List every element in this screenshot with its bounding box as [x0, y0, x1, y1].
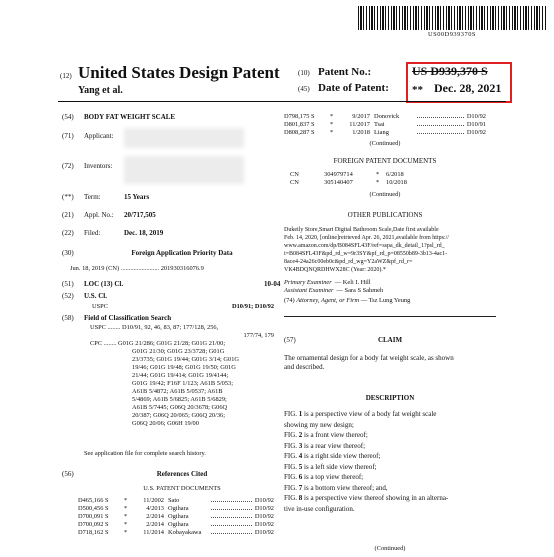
- search-history-note: See application file for complete search history.: [84, 450, 206, 457]
- ref-number: D700,092 S: [78, 521, 109, 528]
- claim-top-divider: [284, 316, 496, 317]
- field-code-71: (71): [62, 132, 74, 140]
- us-cl-label: U.S. Cl.: [84, 292, 107, 300]
- loc-value: 10-04: [264, 280, 281, 288]
- description-text: is a right side view thereof;: [302, 452, 381, 460]
- ref-date: 1/2018: [352, 129, 370, 136]
- uspc-label: USPC: [92, 303, 108, 310]
- ref-mark: *: [330, 113, 334, 120]
- search-field-line: 23/3735; G01G 19/44; G01G 3/14; G01G: [132, 356, 240, 363]
- search-field-line: USPC ........ D10/91, 92, 46, 83, 87; 177/128, 256,: [90, 324, 219, 331]
- figure-number: 7: [298, 483, 303, 492]
- search-field-lines: [90, 324, 274, 428]
- ref-class: D10/92: [254, 505, 274, 512]
- other-publications-text: [284, 226, 494, 274]
- description-text: is a front view thereof;: [302, 431, 368, 439]
- field-code-30: (30): [62, 249, 74, 257]
- description-text: is a perspective view thereof showing in an alterna-: [302, 494, 449, 502]
- ref-mark: *: [124, 521, 128, 528]
- ref-number: D718,162 S: [78, 529, 109, 536]
- table-row: [78, 497, 274, 505]
- ref-date: 11/2014: [143, 529, 164, 536]
- field-code-58: (58): [62, 314, 74, 322]
- ref-number: D465,166 S: [78, 497, 109, 504]
- table-row: [78, 513, 274, 521]
- header-divider: [58, 101, 506, 102]
- filed-value: Dec. 18, 2019: [124, 229, 164, 237]
- description-text: FIG.: [284, 410, 299, 418]
- examiners: [284, 279, 494, 295]
- term-value: 15 Years: [124, 193, 150, 201]
- attorney-role: Attorney, Agent, or Firm: [296, 297, 360, 304]
- figure-number: 1: [298, 410, 303, 418]
- field-code-10: (10): [298, 69, 310, 77]
- table-row: [78, 521, 274, 529]
- field-code-74: (74): [284, 297, 295, 304]
- appl-no-value: 20/717,505: [124, 211, 156, 219]
- ref-number: D798,175 S: [284, 113, 315, 120]
- foreign-mark: *: [376, 179, 380, 186]
- description-text: FIG.: [284, 473, 299, 481]
- field-code-term: (**): [62, 193, 74, 201]
- description-line: [284, 430, 496, 441]
- search-field-line: G06Q 20/06; G06H 19/00: [132, 420, 199, 427]
- foreign-mark: *: [376, 171, 380, 178]
- table-row: [284, 129, 486, 137]
- examiner-name: — Sara S Sahmeh: [336, 287, 384, 294]
- continued-us: (Continued): [369, 140, 401, 147]
- barcode-number: US00D939370S: [428, 31, 476, 38]
- foreign-country: CN: [290, 179, 299, 186]
- ref-name: Tsai: [374, 121, 385, 128]
- references-list-continued: [284, 113, 486, 137]
- date-label: Date of Patent:: [318, 82, 389, 94]
- ref-number: D500,456 S: [78, 505, 109, 512]
- description-text: FIG.: [284, 462, 299, 471]
- table-row: [284, 121, 486, 129]
- patent-date: Dec. 28, 2021: [434, 81, 502, 95]
- publication-line: VK4BDQNQRDHWX28C (Year: 2020).*: [284, 267, 386, 273]
- field-code-51: (51): [62, 280, 74, 288]
- ref-mark: *: [124, 505, 128, 512]
- references-title: References Cited: [156, 470, 208, 478]
- ref-date: 11/2017: [349, 121, 370, 128]
- ref-date: 2/2014: [146, 513, 164, 520]
- description-text: FIG.: [284, 483, 299, 492]
- us-patent-docs-title: U.S. PATENT DOCUMENTS: [143, 485, 221, 492]
- ref-leader: [211, 529, 252, 534]
- ref-class: D10/92: [254, 529, 274, 536]
- ref-class: D10/92: [466, 113, 486, 120]
- ref-date: 9/2017: [352, 113, 370, 120]
- other-publications-title: OTHER PUBLICATIONS: [347, 211, 423, 219]
- claim-text: [284, 354, 496, 372]
- table-row: [284, 113, 486, 121]
- applicant-label: Applicant:: [84, 132, 114, 140]
- examiner-name: — Keli I. Hill: [334, 279, 371, 286]
- search-field-line: A61B 5/4872; A61B 5/0537; A61B: [132, 388, 223, 395]
- ref-class: D10/92: [254, 497, 274, 504]
- description-text: FIG.: [284, 431, 299, 439]
- description-line: [284, 483, 496, 494]
- foreign-number: 305140407: [324, 179, 353, 186]
- ref-mark: *: [330, 121, 334, 128]
- field-code-21: (21): [62, 211, 74, 219]
- ref-date: 4/2013: [146, 505, 164, 512]
- ref-number: D808,287 S: [284, 129, 315, 136]
- attorney-line: [284, 297, 410, 305]
- description-line: [284, 441, 496, 452]
- ref-class: D10/92: [466, 129, 486, 136]
- patent-no-label: Patent No.:: [318, 66, 372, 78]
- foreign-date: 10/2018: [386, 179, 407, 186]
- ref-leader: [417, 121, 464, 126]
- description-line: [284, 409, 496, 420]
- table-row: [290, 171, 486, 179]
- term-label: Term:: [84, 193, 101, 201]
- description-text: FIG.: [284, 441, 299, 450]
- attorney-name: — Tsz Lung Yeung: [360, 297, 411, 304]
- field-code-22: (22): [62, 229, 74, 237]
- ref-leader: [211, 505, 252, 510]
- inventors-redacted: [124, 156, 244, 184]
- loc-label: LOC (13) Cl.: [84, 280, 124, 288]
- figure-number: 5: [298, 462, 303, 471]
- figure-number: 8: [298, 494, 303, 502]
- search-field-line: CPC ........ G01G 21/286; G01G 21/28; G01G 21/00;: [90, 340, 226, 347]
- ref-date: 2/2014: [146, 521, 164, 528]
- search-field-line: G01G 21/30; G01G 23/3728; G01G: [132, 348, 225, 355]
- foreign-date: 6/2018: [386, 171, 404, 178]
- ref-class: D10/91: [466, 121, 486, 128]
- inventors-label: Inventors:: [84, 162, 113, 170]
- ref-class: D10/92: [254, 521, 274, 528]
- ref-leader: [211, 521, 252, 526]
- ref-class: D10/92: [254, 513, 274, 520]
- ref-mark: *: [124, 497, 128, 504]
- claim-line: The ornamental design for a body fat weight scale, as shown: [284, 354, 454, 362]
- ref-name: Ogihara: [168, 521, 189, 528]
- description-text: FIG.: [284, 494, 299, 502]
- figure-number: 6: [298, 473, 303, 481]
- description-text: showing my new design;: [284, 420, 354, 429]
- table-row: [78, 505, 274, 513]
- foreign-number: 304979714: [324, 171, 353, 178]
- search-field-line: G01G 19/42; F16F 1/123; A61B 5/053;: [132, 380, 234, 387]
- uspc-value: D10/91; D10/92: [232, 303, 275, 310]
- search-field-line: 21/44; G01G 19/414; G01G 19/4144;: [132, 372, 229, 379]
- ref-leader: [417, 129, 464, 134]
- description-list: [284, 409, 496, 514]
- figure-number: 2: [298, 431, 303, 439]
- search-field-line: 20/387; G06Q 20/065; G06Q 20/36;: [132, 412, 226, 419]
- search-field-line: 19/46; G01G 19/48; G01G 19/50; G01G: [132, 364, 236, 371]
- priority-line: Jun. 18, 2019 (CN) ........................ 201930316076.9: [70, 265, 204, 272]
- description-line: [284, 420, 496, 431]
- ref-mark: *: [124, 513, 128, 520]
- design-title: BODY FAT WEIGHT SCALE: [84, 113, 176, 121]
- search-field-line: 5/4869; A61B 5/6825; A61B 5/6829;: [132, 396, 227, 403]
- highlight-box: [406, 62, 512, 103]
- ref-name: Liang: [374, 129, 389, 136]
- continued-description: (Continued): [374, 545, 406, 552]
- ref-number: D801,837 S: [284, 121, 315, 128]
- field-code-12: (12): [60, 72, 72, 80]
- ref-leader: [211, 497, 252, 502]
- priority-title: Foreign Application Priority Data: [131, 249, 233, 257]
- foreign-docs-title: FOREIGN PATENT DOCUMENTS: [333, 157, 437, 165]
- table-row: [290, 179, 486, 187]
- publication-line: i=B084SFL43F&pd_rd_w=9r3SY&pf_rd_p=08550b89-3b13-4ac1-: [284, 251, 448, 257]
- field-code-54: (54): [62, 113, 74, 121]
- search-field-line: A61B 5/7445; G06Q 20/3678; G06Q: [132, 404, 228, 411]
- ref-name: Donovick: [374, 113, 400, 120]
- examiner-line: [284, 279, 494, 287]
- ref-date: 11/2002: [143, 497, 164, 504]
- patent-number: US D939,370 S: [412, 64, 488, 78]
- publication-line: Feb. 14, 2020, [online]retrieved Apr. 26, 2021,available from https://: [284, 235, 449, 241]
- appl-no-label: Appl. No.:: [84, 211, 114, 219]
- description-text: FIG.: [284, 452, 299, 460]
- description-line: [284, 493, 496, 504]
- publication-line: 8ace4-24a26c00eb0c&pd_rd_wg=Y2aWZ&pf_rd_r=: [284, 259, 413, 265]
- ref-name: Ogihara: [168, 513, 189, 520]
- barcode: [358, 6, 546, 30]
- date-stars: **: [412, 84, 423, 96]
- field-code-72: (72): [62, 162, 74, 170]
- filed-label: Filed:: [84, 229, 101, 237]
- ref-number: D700,091 S: [78, 513, 109, 520]
- foreign-docs-list: [290, 171, 486, 187]
- examiner-line: [284, 287, 494, 295]
- patent-type: United States Design Patent: [78, 63, 280, 82]
- search-field-title: Field of Classification Search: [84, 314, 172, 322]
- search-field-line: 177/74, 179: [243, 332, 274, 339]
- description-text: tive in-use configuration.: [284, 504, 355, 513]
- figure-number: 3: [298, 441, 303, 450]
- field-code-57: (57): [284, 336, 296, 344]
- description-line: [284, 504, 496, 515]
- description-text: is a rear view thereof;: [302, 441, 366, 450]
- field-code-56: (56): [62, 470, 74, 478]
- foreign-country: CN: [290, 171, 299, 178]
- field-code-52: (52): [62, 292, 74, 300]
- description-line: [284, 451, 496, 462]
- description-line: [284, 472, 496, 483]
- description-text: is a top view thereof;: [302, 473, 364, 481]
- ref-leader: [417, 113, 464, 118]
- ref-name: Kobayakawa: [168, 529, 202, 536]
- ref-mark: *: [124, 529, 128, 536]
- claim-title: CLAIM: [377, 336, 403, 344]
- figure-number: 4: [298, 452, 303, 460]
- description-text: is a left side view thereof;: [302, 462, 377, 471]
- table-row: [78, 529, 274, 537]
- description-text: is a perspective view of a body fat weight scale: [302, 410, 437, 418]
- examiner-role: Assistant Examiner: [284, 287, 334, 294]
- ref-mark: *: [330, 129, 334, 136]
- ref-leader: [211, 513, 252, 518]
- publication-line: www.amazon.com/dp/B084SFL43F/ref=sspa_dk_detail_1?psl_rd_: [284, 243, 445, 249]
- field-code-45: (45): [298, 85, 310, 93]
- publication-line: Dukeily Store,Smart Digital Bathroom Scale,Date first available: [284, 227, 439, 233]
- ref-name: Sato: [168, 497, 180, 504]
- description-line: [284, 462, 496, 473]
- continued-foreign: (Continued): [369, 191, 401, 198]
- inventor-short: Yang et al.: [78, 85, 123, 96]
- ref-name: Ogihara: [168, 505, 189, 512]
- claim-line: and described.: [284, 363, 325, 371]
- applicant-redacted: [124, 128, 244, 148]
- examiner-role: Primary Examiner: [284, 279, 332, 286]
- description-title: DESCRIPTION: [365, 394, 415, 402]
- references-list: [78, 497, 274, 537]
- description-text: is a bottom view thereof; and,: [302, 483, 388, 492]
